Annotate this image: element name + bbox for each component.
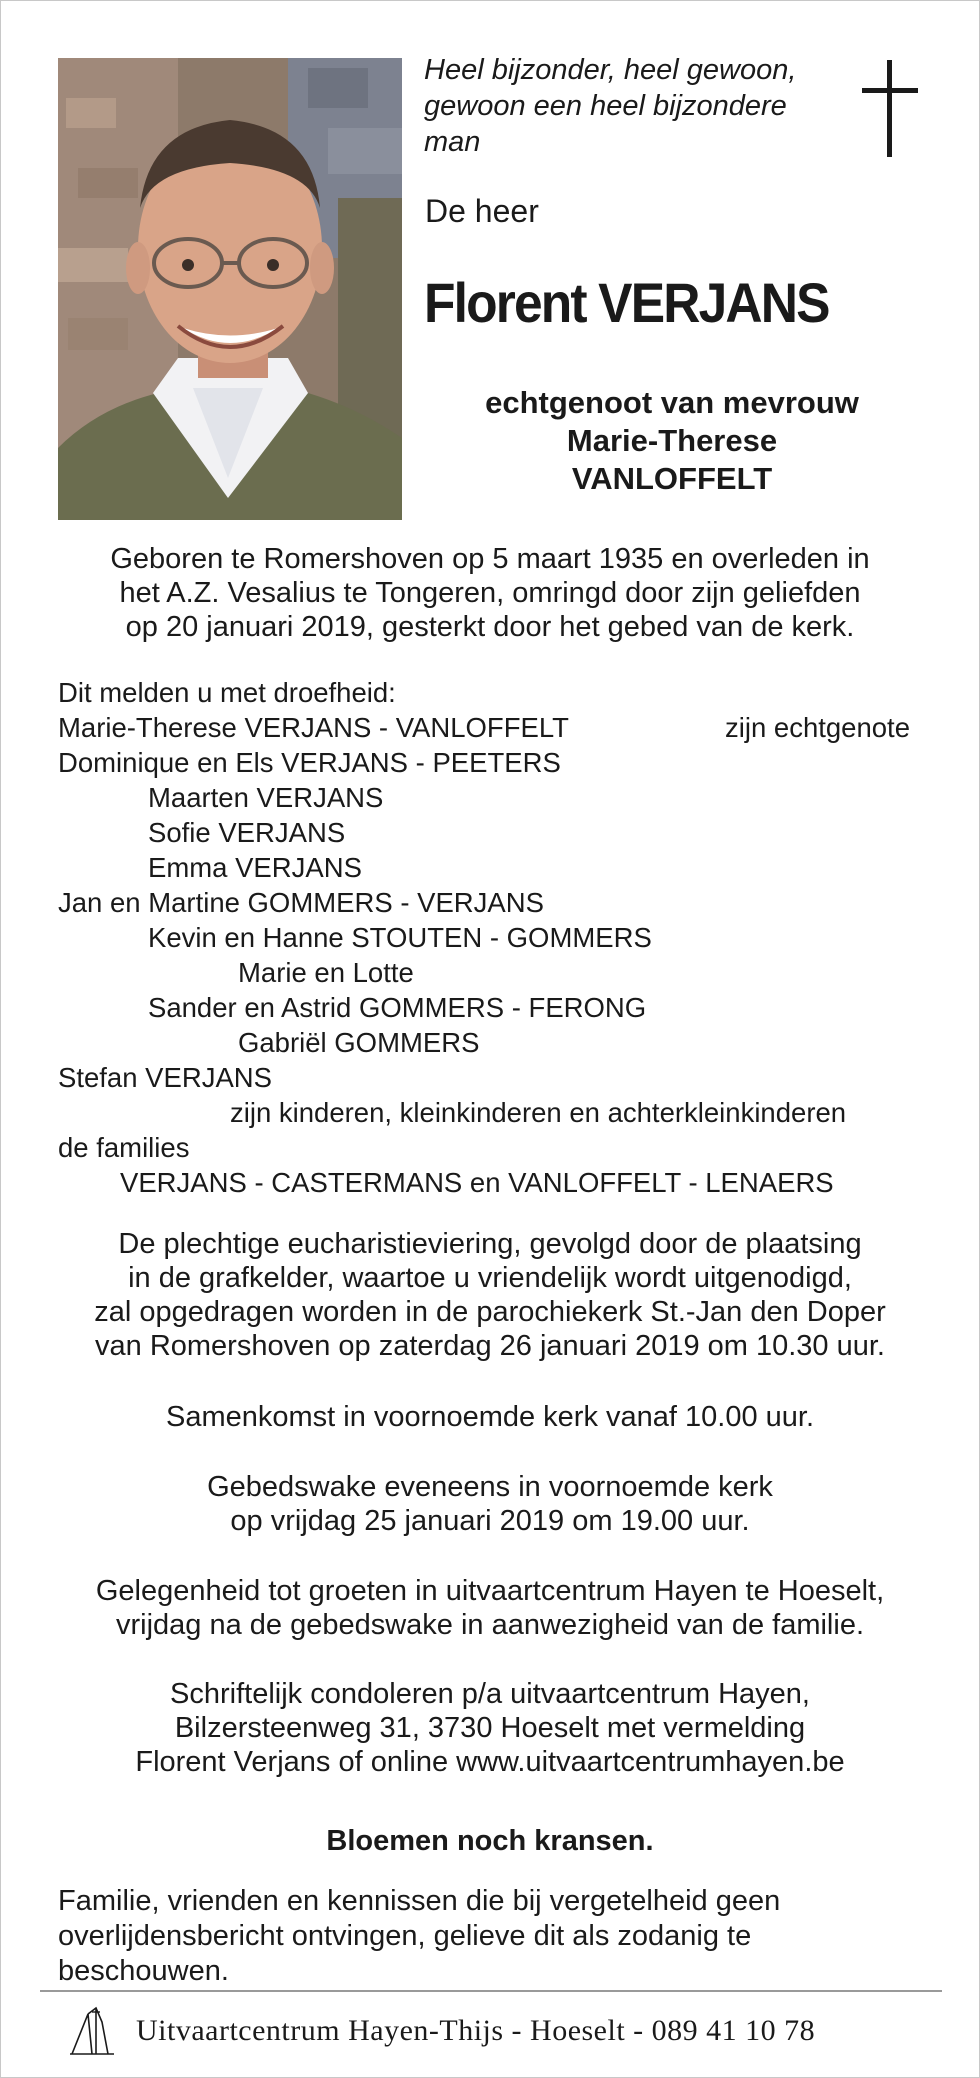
mourner-text: Dominique en Els VERJANS - PEETERS [58, 747, 561, 778]
chapel-logo-icon [68, 2004, 124, 2060]
paragraph-line: Schriftelijk condoleren p/a uitvaartcentrum Hayen, [170, 1678, 810, 1710]
mourner-row [58, 675, 938, 710]
footer [68, 2004, 928, 2064]
mourners-list [58, 675, 938, 1200]
portrait-photo [58, 58, 402, 520]
paragraph-line: Gebedswake eveneens in voornoemde kerk [207, 1471, 773, 1503]
quote-line: gewoon een heel bijzondere [424, 90, 787, 122]
paragraph-line: Geboren te Romershoven op 5 maart 1935 en overleden in [110, 543, 870, 575]
mourner-text: zijn kinderen, kleinkinderen en achterkleinkinderen [230, 1097, 847, 1128]
mourner-text: Marie en Lotte [238, 957, 414, 988]
salutation: De heer [425, 193, 539, 229]
spouse-line: VANLOFFELT [571, 461, 773, 496]
condolence-paragraph [40, 1677, 940, 1779]
flowers-notice [40, 1824, 940, 1858]
mourner-row [58, 1060, 938, 1095]
spouse-line: Marie-Therese [566, 423, 778, 458]
cross-icon [862, 60, 918, 160]
mourner-row [58, 850, 938, 885]
mourner-text: Sander en Astrid GOMMERS - FERONG [148, 992, 647, 1023]
birth-death-paragraph [40, 542, 940, 644]
mourner-text: Dit melden u met droefheid: [58, 677, 396, 708]
memorial-quote [424, 52, 844, 160]
paragraph-line: Familie, vrienden en kennissen die bij vergetelheid geen [58, 1885, 781, 1917]
mourner-row [58, 780, 938, 815]
quote-line: man [424, 126, 481, 158]
mourner-row [58, 1165, 938, 1200]
paragraph-line: De plechtige eucharistieviering, gevolgd door de plaatsing [118, 1228, 862, 1260]
paragraph-line: Bloemen noch kransen. [326, 1825, 654, 1857]
paragraph-line: het A.Z. Vesalius te Tongeren, omringd door zijn geliefden [119, 577, 861, 609]
mourner-row [58, 990, 938, 1025]
paragraph-line: overlijdensbericht ontvingen, gelieve dit als zodanig te [58, 1920, 752, 1952]
paragraph-line: zal opgedragen worden in de parochiekerk St.-Jan den Doper [94, 1296, 886, 1328]
paragraph-line: Samenkomst in voornoemde kerk vanaf 10.00 uur. [165, 1401, 815, 1433]
paragraph-line: Gelegenheid tot groeten in uitvaartcentrum Hayen te Hoeselt, [95, 1575, 885, 1607]
spouse-block [424, 384, 920, 498]
portrait-illustration [58, 58, 402, 520]
greeting-paragraph [40, 1574, 940, 1642]
mourner-text: Sofie VERJANS [148, 817, 346, 848]
mourner-row [58, 955, 938, 990]
paragraph-line: in de grafkelder, waartoe u vriendelijk wordt uitgenodigd, [128, 1262, 852, 1294]
paragraph-line: van Romershoven op zaterdag 26 januari 2019 om 10.30 uur. [95, 1330, 885, 1362]
mourner-text: Gabriël GOMMERS [238, 1027, 480, 1058]
mourner-row [58, 1095, 938, 1130]
mourner-text: de families [58, 1132, 190, 1163]
gathering-paragraph [40, 1400, 940, 1434]
footer-divider [40, 1990, 942, 1992]
mourner-text: Marie-Therese VERJANS - VANLOFFELT [58, 712, 569, 743]
mourner-row [58, 1025, 938, 1060]
mourner-text: Kevin en Hanne STOUTEN - GOMMERS [148, 922, 652, 953]
mourner-row [58, 745, 938, 780]
quote-line: Heel bijzonder, heel gewoon, [424, 54, 797, 86]
mourner-row [58, 815, 938, 850]
mourner-row [58, 710, 938, 745]
mourner-text: Jan en Martine GOMMERS - VERJANS [58, 887, 544, 918]
paragraph-line: op vrijdag 25 januari 2019 om 19.00 uur. [230, 1505, 750, 1537]
paragraph-line: Florent Verjans of online www.uitvaartcentrumhayen.be [135, 1746, 845, 1778]
vigil-paragraph [40, 1470, 940, 1538]
spouse-line: echtgenoot van mevrouw [485, 385, 859, 420]
paragraph-line: op 20 januari 2019, gesterkt door het gebed van de kerk. [125, 611, 855, 643]
mourner-text: VERJANS - CASTERMANS en VANLOFFELT - LENAERS [120, 1167, 834, 1198]
mourner-text: Stefan VERJANS [58, 1062, 272, 1093]
mourner-text: Emma VERJANS [148, 852, 362, 883]
mourner-text: Maarten VERJANS [148, 782, 384, 813]
footer-text: Uitvaartcentrum Hayen-Thijs - Hoeselt - 089 41 10 78 [136, 2014, 816, 2047]
paragraph-line: vrijdag na de gebedswake in aanwezigheid van de familie. [115, 1609, 865, 1641]
mourner-relation: zijn echtgenote [725, 712, 910, 743]
paragraph-line: beschouwen. [58, 1955, 229, 1987]
service-paragraph [40, 1227, 940, 1363]
mourner-row [58, 920, 938, 955]
paragraph-line: Bilzersteenweg 31, 3730 Hoeselt met vermelding [174, 1712, 806, 1744]
mourner-row [58, 1130, 938, 1165]
closing-paragraph [58, 1884, 918, 1989]
deceased-name: Florent VERJANS [424, 271, 829, 334]
mourner-row [58, 885, 938, 920]
